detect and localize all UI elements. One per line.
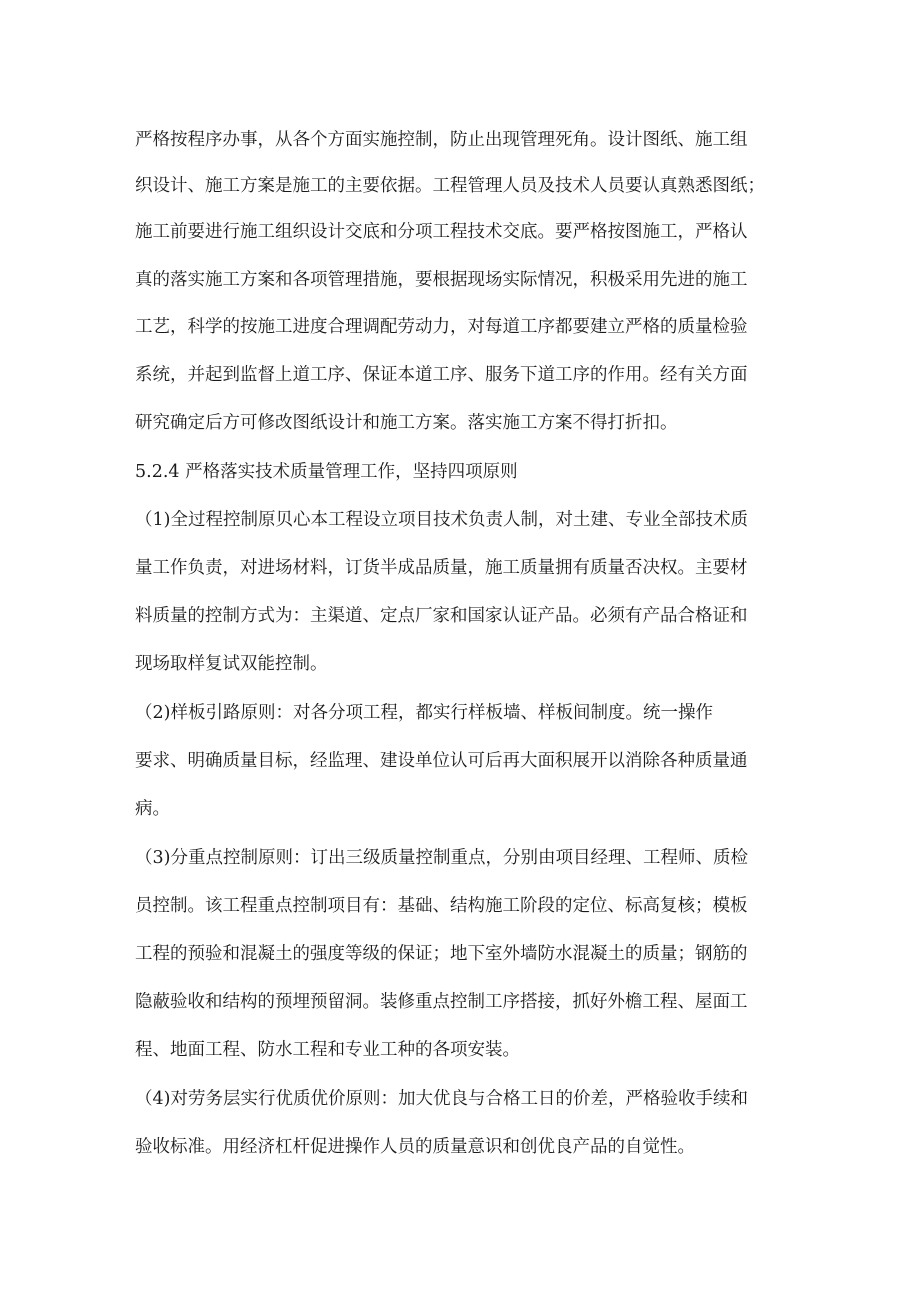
- text-line: 施工前要进行施工组织设计交底和分项工程技术交底。要严格按图施工，严格认: [135, 222, 748, 242]
- text-line: 料质量的控制方式为：主渠道、定点厂家和国家认证产品。必须有产品合格证和: [135, 606, 748, 626]
- section-heading: 5.2.4 严格落实技术质量管理工作，坚持四项原则: [135, 462, 518, 482]
- text-line: （4)对劳务层实行优质优价原则：加大优良与合格工日的价差，严格验收手续和: [135, 1089, 748, 1109]
- text-line: 工艺，科学的按施工进度合理调配劳动力，对每道工序都要建立严格的质量检验: [135, 317, 748, 337]
- text-line: 真的落实施工方案和各项管理措施，要根据现场实际情况，积极采用先进的施工: [135, 270, 748, 290]
- text-line: 程、地面工程、防水工程和专业工种的各项安装。: [135, 1040, 520, 1060]
- text-line: 员控制。该工程重点控制项目有：基础、结构施工阶段的定位、标高复核；模板: [135, 896, 748, 916]
- text-line: 系统，并起到监督上道工序、保证本道工序、服务下道工序的作用。经有关方面: [135, 365, 748, 385]
- text-line: （1)全过程控制原贝心本工程设立项目技术负责人制，对土建、专业全部技术质: [135, 510, 748, 530]
- text-line: 工程的预验和混凝土的强度等级的保证；地下室外墙防水混凝土的质量；钢筋的: [135, 944, 748, 964]
- text-line: 病。: [135, 799, 170, 819]
- text-line: （2)样板引路原则：对各分项工程，都实行样板墙、样板间制度。统一操作: [135, 703, 713, 723]
- text-line: 研究确定后方可修改图纸设计和施工方案。落实施工方案不得打折扣。: [135, 413, 678, 433]
- text-line: 验收标准。用经济杠杆促进操作人员的质量意识和创优良产品的自觉性。: [135, 1137, 695, 1157]
- text-line: 量工作负责，对进场材料，订货半成品质量，施工质量拥有质量否决权。主要材: [135, 558, 748, 578]
- text-line: 隐蔽验收和结构的预埋预留洞。装修重点控制工序搭接，抓好外檐工程、屋面工: [135, 992, 748, 1012]
- text-line: 现场取样复试双能控制。: [135, 654, 328, 674]
- text-line: （3)分重点控制原则：订出三级质量控制重点，分别由项目经理、工程师、质检: [135, 848, 748, 868]
- text-line: 要求、明确质量目标，经监理、建设单位认可后再大面积展开以消除各种质量通: [135, 751, 748, 771]
- text-line: 严格按程序办事，从各个方面实施控制，防止出现管理死角。设计图纸、施工组: [135, 130, 748, 150]
- text-line: 织设计、施工方案是施工的主要依据。工程管理人员及技术人员要认真熟悉图纸；: [135, 176, 765, 196]
